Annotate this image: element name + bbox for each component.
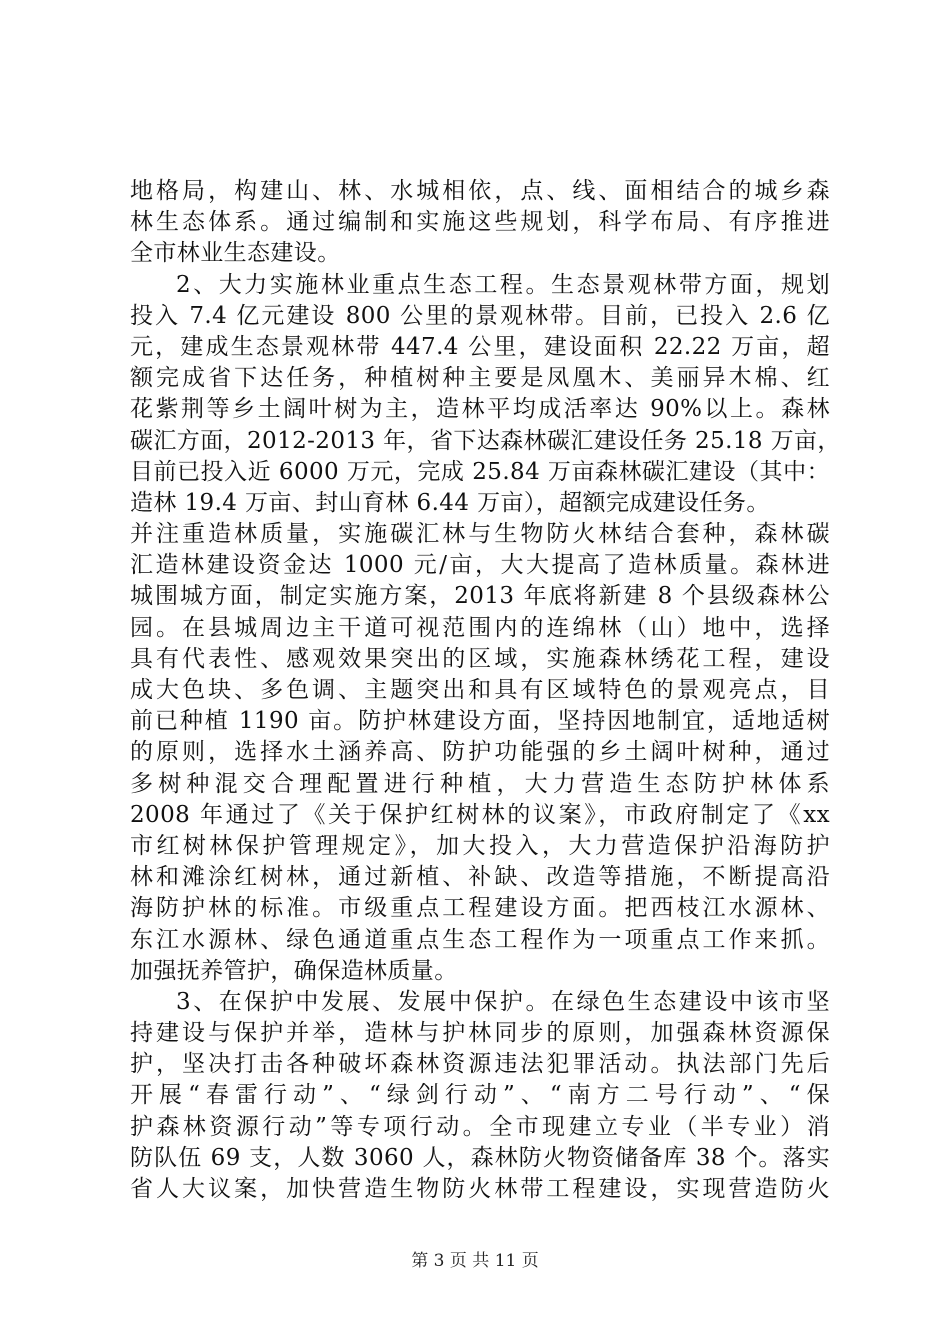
text-line: 目前已投入近 6000 万元，完成 25.84 万亩森林碳汇建设（其中： (130, 458, 830, 485)
text-line: 护，坚决打击各种破坏森林资源违法犯罪活动。执法部门先后 (130, 1051, 830, 1078)
text-line: 地格局，构建山、林、水城相依，点、线、面相结合的城乡森 (130, 178, 830, 204)
text-line: 市红树林保护管理规定》，加大投入，大力营造保护沿海防护 (130, 832, 830, 859)
text-line: 全市林业生态建设。 (130, 240, 341, 267)
text-line: 具有代表性、感观效果突出的区域，实施森林绣花工程，建设 (130, 645, 830, 672)
text-line: 2、大力实施林业重点生态工程。生态景观林带方面，规划 (176, 271, 830, 298)
text-line: 成大色块、多色调、主题突出和具有区域特色的景观亮点，目 (130, 677, 830, 703)
text-line: 碳汇方面，2012-2013 年，省下达森林碳汇建设任务 25.18 万亩， (130, 427, 841, 454)
text-line: 林和滩涂红树林，通过新植、补缺、改造等措施，不断提高沿 (130, 864, 830, 891)
text-line: 防队伍 69 支，人数 3060 人，森林防火物资储备库 38 个。落实 (130, 1144, 830, 1171)
text-line: 前已种植 1190 亩。防护林建设方面，坚持因地制宜，适地适树 (130, 708, 830, 735)
text-line: 省人大议案，加快营造生物防火林带工程建设，实现营造防火 (130, 1176, 830, 1202)
text-line: 海防护林的标准。市级重点工程建设方面。把西枝江水源林、 (130, 895, 830, 922)
text-line: 的原则，选择水土涵养高、防护功能强的乡土阔叶树种，通过 (130, 739, 830, 766)
text-line: 额完成省下达任务，种植树种主要是凤凰木、美丽异木棉、红 (130, 365, 830, 392)
text-line: 城围城方面，制定实施方案，2013 年底将新建 8 个县级森林公 (130, 583, 830, 610)
text-line: 持建设与保护并举，造林与护林同步的原则，加强森林资源保 (130, 1020, 830, 1047)
text-line: 3、在保护中发展、发展中保护。在绿色生态建设中该市坚 (176, 988, 830, 1015)
text-line: 多树种混交合理配置进行种植，大力营造生态防护林体系 (130, 770, 830, 797)
body-text (130, 176, 841, 1205)
text-line: 园。在县城周边主干道可视范围内的连绵林（山）地中，选择 (130, 614, 830, 641)
text-line: 林生态体系。通过编制和实施这些规划，科学布局、有序推进 (130, 209, 830, 236)
text-line: 开展“春雷行动”、“绿剑行动”、“南方二号行动”、“保 (130, 1082, 830, 1109)
text-line: 汇造林建设资金达 1000 元/亩，大大提高了造林质量。森林进 (130, 552, 830, 579)
text-line: 并注重造林质量，实施碳汇林与生物防火林结合套种，森林碳 (130, 521, 830, 548)
text-line: 元，建成生态景观林带 447.4 公里，建设面积 22.22 万亩，超 (130, 333, 830, 360)
text-line: 花紫荆等乡土阔叶树为主，造林平均成活率达 90%以上。森林 (130, 396, 830, 423)
text-line: 护森林资源行动”等专项行动。全市现建立专业（半专业）消 (130, 1113, 830, 1140)
text-line: 投入 7.4 亿元建设 800 公里的景观林带。目前，已投入 2.6 亿 (130, 302, 830, 329)
page-footer: 第 3 页 共 11 页 (411, 1251, 539, 1271)
text-line: 东江水源林、绿色通道重点生态工程作为一项重点工作来抓。 (130, 926, 830, 953)
text-line: 加强抚养管护，确保造林质量。 (130, 957, 458, 984)
text-line: 2008 年通过了《关于保护红树林的议案》，市政府制定了《xx (130, 801, 830, 828)
text-line: 造林 19.4 万亩、封山育林 6.44 万亩），超额完成建设任务。 (130, 489, 770, 516)
